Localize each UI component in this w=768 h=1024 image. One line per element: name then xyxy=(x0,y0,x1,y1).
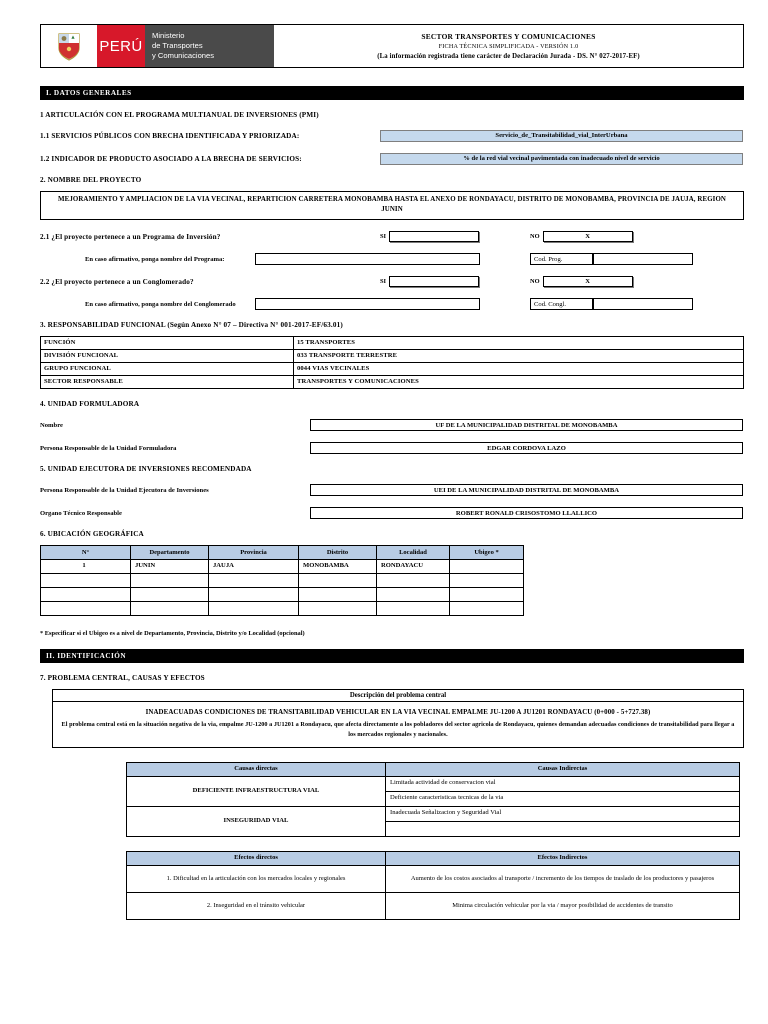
table-header-row xyxy=(127,851,740,865)
division-funcional-value[interactable]: 033 TRANSPORTE TERRESTRE xyxy=(294,350,744,363)
efecto-indirecto-1[interactable]: Aumento de los costos asociados al transporte / incremento de los tiempos de traslado de los productores y pasajeros xyxy=(386,865,740,892)
ministry-line-1: Ministerio xyxy=(152,30,185,40)
ministry-logo xyxy=(41,25,274,67)
programa-nombre-row xyxy=(40,253,744,265)
conglomerado-no-checkbox[interactable]: X xyxy=(543,276,633,287)
programa-no-group xyxy=(530,231,633,242)
cell-departamento[interactable]: JUNIN xyxy=(131,560,209,574)
ubicacion-geografica-table xyxy=(40,545,524,616)
cell-localidad[interactable] xyxy=(377,574,450,588)
section-6-title: 6. UBICACIÓN GEOGRÁFICA xyxy=(40,530,144,539)
table-row xyxy=(127,865,740,892)
table-row xyxy=(41,363,744,376)
peru-coat-of-arms xyxy=(41,25,97,67)
item-2-2-label: 2.2 ¿El proyecto pertenece a un Conglomerado? xyxy=(40,277,194,286)
conglomerado-nombre-row xyxy=(40,298,744,310)
form-sheet xyxy=(40,24,744,920)
cod-prog-label: Cod. Prog. xyxy=(530,253,593,265)
table-header-row xyxy=(41,546,524,560)
col-causas-indirectas: Causas Indirectas xyxy=(386,762,740,776)
project-name-field[interactable]: MEJORAMIENTO Y AMPLIACION DE LA VIA VECINAL, REPARTICION CARRETERA MONOBAMBA HASTA EL ANEXO DE RONDAYACU, DISTRITO DE MONOBAMBA, PROVINCIA DE JAUJA, REGION JUNIN xyxy=(40,191,744,221)
causa-indirecta-1-1[interactable]: Limitada actividad de conservacion vial xyxy=(386,776,740,791)
document-header xyxy=(40,24,744,68)
uei-persona-row xyxy=(40,484,744,496)
causa-indirecta-2-2[interactable] xyxy=(386,821,740,836)
ministry-line-2: de Transportes xyxy=(152,40,203,50)
grupo-funcional-value[interactable]: 0044 VIAS VECINALES xyxy=(294,363,744,376)
ubigeo-footnote: * Especificar si el Ubigeo es a nivel de Departamento, Provincia, Distrito y/o Localidad (opcional) xyxy=(40,630,305,638)
item-1-2-row xyxy=(40,153,744,165)
uei-persona-field[interactable]: UEI DE LA MUNICIPALIDAD DISTRITAL DE MONOBAMBA xyxy=(310,484,743,496)
efecto-directo-2[interactable]: 2. Inseguridad en el tránsito vehicular xyxy=(127,892,386,919)
cod-congl-field[interactable] xyxy=(593,298,693,310)
servicio-brecha-field[interactable]: Servicio_de_Transitabilidad_vial_InterUrbana xyxy=(380,130,743,142)
cell-provincia[interactable] xyxy=(209,574,299,588)
causa-directa-2[interactable]: INSEGURIDAD VIAL xyxy=(127,806,386,836)
uf-nombre-label: Nombre xyxy=(40,421,63,429)
table-row xyxy=(41,574,524,588)
col-efectos-directos: Efectos directos xyxy=(127,851,386,865)
col-distrito: Distrito xyxy=(299,546,377,560)
programa-nombre-field[interactable] xyxy=(255,253,480,265)
declaration-note: (La información registrada tiene carácter de Declaración Jurada - DS. N° 027-2017-EF) xyxy=(377,53,640,61)
programa-si-label: SI xyxy=(380,233,387,241)
conglomerado-si-label: SI xyxy=(380,278,387,286)
conglomerado-no-label: NO xyxy=(530,278,540,286)
conglomerado-si-group xyxy=(380,276,530,287)
cell-numero[interactable] xyxy=(41,602,131,616)
col-provincia: Provincia xyxy=(209,546,299,560)
programa-si-checkbox[interactable] xyxy=(389,231,479,242)
programa-nombre-label: En caso afirmativo, ponga nombre del Programa: xyxy=(85,255,225,263)
table-header-row xyxy=(127,762,740,776)
col-causas-directas: Causas directas xyxy=(127,762,386,776)
conglomerado-si-checkbox[interactable] xyxy=(389,276,479,287)
grupo-funcional-label: GRUPO FUNCIONAL xyxy=(41,363,294,376)
cell-departamento[interactable] xyxy=(131,602,209,616)
cell-provincia[interactable] xyxy=(209,602,299,616)
responsabilidad-funcional-table xyxy=(40,336,744,389)
causa-indirecta-1-2[interactable]: Deficiente caracteristicas tecnicas de la via xyxy=(386,791,740,806)
indicador-producto-field[interactable]: % de la red vial vecinal pavimentada con inadecuado nivel de servicio xyxy=(380,153,743,165)
programa-si-group xyxy=(380,231,530,242)
table-row xyxy=(127,806,740,821)
uei-persona-label: Persona Responsable de la Unidad Ejecutora de Inversiones xyxy=(40,486,209,494)
peru-wordmark: PERÚ xyxy=(97,25,145,67)
cell-distrito[interactable] xyxy=(299,574,377,588)
sector-title: SECTOR TRANSPORTES Y COMUNICACIONES xyxy=(421,31,596,41)
cell-ubigeo[interactable] xyxy=(450,560,524,574)
table-row xyxy=(41,588,524,602)
efecto-indirecto-2[interactable]: Minima circulación vehicular por la via / mayor posibilidad de accidentes de transito xyxy=(386,892,740,919)
conglomerado-nombre-field[interactable] xyxy=(255,298,480,310)
item-2-1-row xyxy=(40,231,744,242)
problema-central-title[interactable]: INADEACUADAS CONDICIONES DE TRANSITABILIDAD VEHICULAR EN LA VIA VECINAL EMPALME JU-1200 A JU1201 RONDAYACU (0+000 - 5+727.38) xyxy=(145,708,651,716)
cell-ubigeo[interactable] xyxy=(450,588,524,602)
funcion-value[interactable]: 15 TRANSPORTES xyxy=(294,337,744,350)
problema-central-body xyxy=(52,702,744,748)
cell-numero[interactable]: 1 xyxy=(41,560,131,574)
table-row xyxy=(127,776,740,791)
section-5-title: 5. UNIDAD EJECUTORA DE INVERSIONES RECOMENDADA xyxy=(40,465,252,474)
table-row xyxy=(41,337,744,350)
cell-localidad[interactable] xyxy=(377,602,450,616)
cell-ubigeo[interactable] xyxy=(450,602,524,616)
cell-localidad[interactable]: RONDAYACU xyxy=(377,560,450,574)
item-2-2-row xyxy=(40,276,744,287)
cell-distrito[interactable]: MONOBAMBA xyxy=(299,560,377,574)
cell-localidad[interactable] xyxy=(377,588,450,602)
col-ubigeo: Ubigeo * xyxy=(450,546,524,560)
item-2-title: 2. NOMBRE DEL PROYECTO xyxy=(40,175,142,184)
uf-nombre-field[interactable]: UF DE LA MUNICIPALIDAD DISTRITAL DE MONOBAMBA xyxy=(310,419,743,431)
conglomerado-no-group xyxy=(530,276,633,287)
uf-persona-field[interactable]: EDGAR CORDOVA LAZO xyxy=(310,442,743,454)
item-1-1-label: 1.1 SERVICIOS PÚBLICOS CON BRECHA IDENTIFICADA Y PRIORIZADA: xyxy=(40,131,300,140)
organo-tecnico-row xyxy=(40,507,744,519)
section-4-title: 4. UNIDAD FORMULADORA xyxy=(40,400,140,409)
header-title-block xyxy=(274,25,743,67)
table-row xyxy=(127,892,740,919)
causa-indirecta-2-1[interactable]: Inadecuada Señalizacion y Seguridad Vial xyxy=(386,806,740,821)
organo-tecnico-label: Organo Técnico Responsable xyxy=(40,509,122,517)
item-2-1-label: 2.1 ¿El proyecto pertenece a un Programa de Inversión? xyxy=(40,232,221,241)
efecto-directo-1[interactable]: 1. Dificultad en la articulación con los mercados locales y regionales xyxy=(127,865,386,892)
table-row xyxy=(41,350,744,363)
section-bar-datos-generales: I. DATOS GENERALES xyxy=(40,86,744,100)
table-row xyxy=(41,560,524,574)
item-1-1-row xyxy=(40,130,744,142)
section-bar-identificacion: II. IDENTIFICACIÓN xyxy=(40,649,744,663)
cod-prog-field[interactable] xyxy=(593,253,693,265)
sector-responsable-label: SECTOR RESPONSABLE xyxy=(41,376,294,389)
cell-distrito[interactable] xyxy=(299,588,377,602)
col-departamento: Departamento xyxy=(131,546,209,560)
cod-congl-label: Cod. Congl. xyxy=(530,298,593,310)
cell-ubigeo[interactable] xyxy=(450,574,524,588)
conglomerado-nombre-label: En caso afirmativo, ponga nombre del Conglomerado xyxy=(85,300,236,308)
form-version: FICHA TÉCNICA SIMPLIFICADA - VERSIÓN 1.0 xyxy=(438,42,579,50)
shield-icon xyxy=(56,31,82,61)
cell-numero[interactable] xyxy=(41,588,131,602)
uf-nombre-row xyxy=(40,419,744,431)
problema-central-block xyxy=(52,689,744,748)
section-7-title: 7. PROBLEMA CENTRAL, CAUSAS Y EFECTOS xyxy=(40,673,205,682)
division-funcional-label: DIVISIÓN FUNCIONAL xyxy=(41,350,294,363)
cell-departamento[interactable] xyxy=(131,588,209,602)
causa-directa-1[interactable]: DEFICIENTE INFRAESTRUCTURA VIAL xyxy=(127,776,386,806)
uf-persona-label: Persona Responsable de la Unidad Formuladora xyxy=(40,444,177,452)
item-1-title: 1 ARTICULACIÓN CON EL PROGRAMA MULTIANUAL DE INVERSIONES (PMI) xyxy=(40,110,319,119)
programa-no-checkbox[interactable]: X xyxy=(543,231,633,242)
cell-distrito[interactable] xyxy=(299,602,377,616)
efectos-table xyxy=(126,851,740,920)
ministry-line-3: y Comunicaciones xyxy=(152,51,215,60)
problema-central-text[interactable]: El problema central está en la situación negativa de la via, empalme JU-1200 a JU1201 a Rondayacu, que afecta directamente a los pobladores del sector agricola de Rondayacu, quienes demandan adecuadas condiciones de transitabilidad para llegar a los mercados regionales y nacionales. xyxy=(61,721,735,739)
section-3-title: 3. RESPONSABILIDAD FUNCIONAL (Según Anexo N° 07 – Directiva N° 001-2017-EF/63.01) xyxy=(40,321,343,330)
causas-table xyxy=(126,762,740,837)
funcion-label: FUNCIÓN xyxy=(41,337,294,350)
ministry-name xyxy=(145,25,274,67)
organo-tecnico-field[interactable]: ROBERT RONALD CRISOSTOMO LLALLICO xyxy=(310,507,743,519)
sector-responsable-value[interactable]: TRANSPORTES Y COMUNICACIONES xyxy=(294,376,744,389)
uf-persona-row xyxy=(40,442,744,454)
programa-no-label: NO xyxy=(530,233,540,241)
table-row xyxy=(41,376,744,389)
problema-central-header: Descripción del problema central xyxy=(52,689,744,702)
col-numero: N° xyxy=(41,546,131,560)
cell-departamento[interactable] xyxy=(131,574,209,588)
col-localidad: Localidad xyxy=(377,546,450,560)
table-row xyxy=(41,602,524,616)
cell-numero[interactable] xyxy=(41,574,131,588)
item-1-2-label: 1.2 INDICADOR DE PRODUCTO ASOCIADO A LA BRECHA DE SERVICIOS: xyxy=(40,154,302,163)
col-efectos-indirectos: Efectos Indirectos xyxy=(386,851,740,865)
cell-provincia[interactable] xyxy=(209,588,299,602)
cell-provincia[interactable]: JAUJA xyxy=(209,560,299,574)
